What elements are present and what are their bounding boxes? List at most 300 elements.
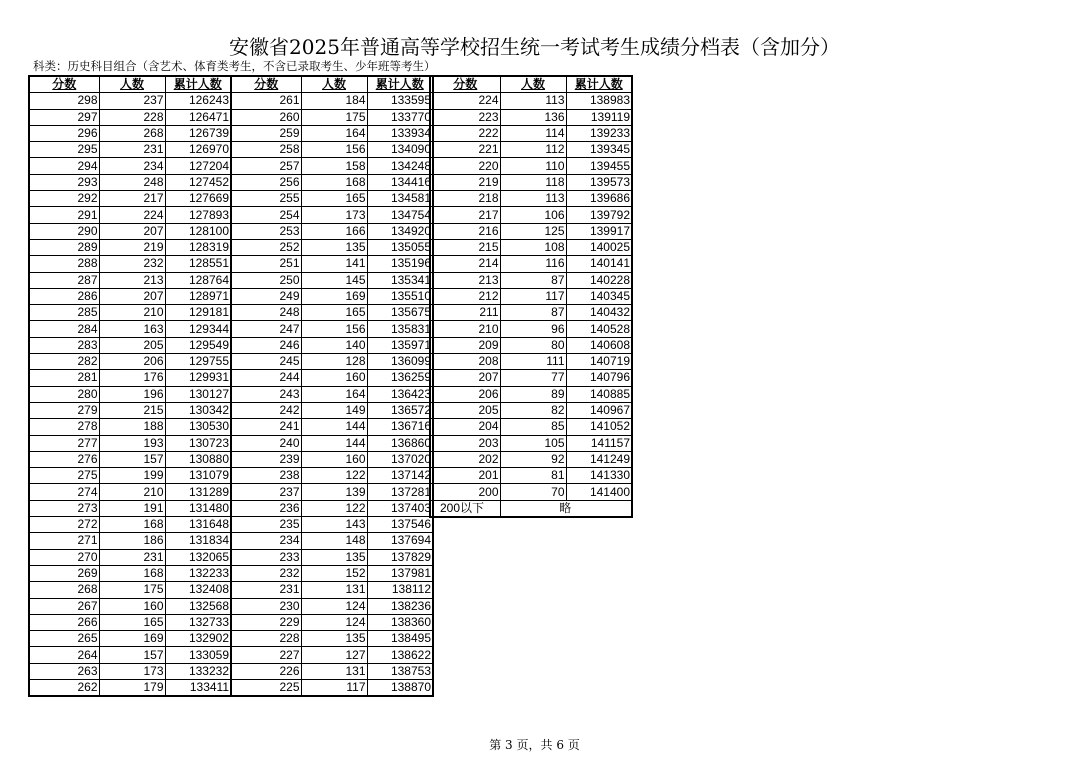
score-cell: 264 xyxy=(29,647,99,663)
score-cell: 275 xyxy=(29,468,99,484)
cumulative-cell: 139792 xyxy=(566,207,632,223)
table-row xyxy=(29,549,231,565)
score-cell: 209 xyxy=(430,337,500,353)
table-row xyxy=(29,321,231,337)
cumulative-cell: 139573 xyxy=(566,174,632,190)
count-cell: 248 xyxy=(99,174,165,190)
score-cell: 240 xyxy=(231,435,301,451)
table-row xyxy=(231,614,433,630)
score-cell: 222 xyxy=(430,125,500,141)
count-cell: 117 xyxy=(301,679,367,696)
table-row xyxy=(29,305,231,321)
cumulative-cell: 127452 xyxy=(165,174,231,190)
count-cell: 92 xyxy=(500,451,566,467)
score-cell: 230 xyxy=(231,598,301,614)
table-row xyxy=(430,468,632,484)
cumulative-cell: 133934 xyxy=(367,125,433,141)
count-cell: 268 xyxy=(99,125,165,141)
header-cumulative: 累计人数 xyxy=(566,76,632,93)
table-row xyxy=(231,337,433,353)
cumulative-cell: 135675 xyxy=(367,305,433,321)
count-cell: 169 xyxy=(99,631,165,647)
score-cell: 267 xyxy=(29,598,99,614)
cumulative-cell: 140432 xyxy=(566,305,632,321)
cumulative-cell: 129549 xyxy=(165,337,231,353)
count-cell: 207 xyxy=(99,223,165,239)
cumulative-cell: 135510 xyxy=(367,288,433,304)
score-cell: 235 xyxy=(231,517,301,533)
cumulative-cell: 140141 xyxy=(566,256,632,272)
cumulative-cell: 137142 xyxy=(367,468,433,484)
score-cell: 271 xyxy=(29,533,99,549)
score-cell: 252 xyxy=(231,239,301,255)
score-cell: 261 xyxy=(231,93,301,109)
header-count: 人数 xyxy=(301,76,367,93)
cumulative-cell: 129344 xyxy=(165,321,231,337)
count-cell: 110 xyxy=(500,158,566,174)
score-cell: 260 xyxy=(231,109,301,125)
score-cell: 231 xyxy=(231,582,301,598)
count-cell: 156 xyxy=(301,142,367,158)
cumulative-cell: 139917 xyxy=(566,223,632,239)
cumulative-cell: 137546 xyxy=(367,517,433,533)
count-cell: 199 xyxy=(99,468,165,484)
score-cell: 227 xyxy=(231,647,301,663)
table-row xyxy=(231,174,433,190)
table-row xyxy=(231,647,433,663)
table-row xyxy=(29,663,231,679)
table-row xyxy=(430,207,632,223)
table-row xyxy=(29,679,231,696)
score-cell: 204 xyxy=(430,419,500,435)
cumulative-cell: 137829 xyxy=(367,549,433,565)
table-row xyxy=(231,435,433,451)
table-row xyxy=(231,402,433,418)
table-row xyxy=(29,223,231,239)
table-row xyxy=(430,125,632,141)
score-cell: 249 xyxy=(231,288,301,304)
table-row xyxy=(231,582,433,598)
omitted-note-cell: 略 xyxy=(500,500,632,517)
cumulative-cell: 128319 xyxy=(165,239,231,255)
cumulative-cell: 130342 xyxy=(165,402,231,418)
count-cell: 175 xyxy=(99,582,165,598)
cumulative-cell: 126970 xyxy=(165,142,231,158)
score-cell: 241 xyxy=(231,419,301,435)
cumulative-cell: 140608 xyxy=(566,337,632,353)
score-cell: 285 xyxy=(29,305,99,321)
cumulative-cell: 136099 xyxy=(367,354,433,370)
count-cell: 163 xyxy=(99,321,165,337)
score-cell: 258 xyxy=(231,142,301,158)
cumulative-cell: 130127 xyxy=(165,386,231,402)
score-cell: 236 xyxy=(231,500,301,516)
score-cell: 220 xyxy=(430,158,500,174)
cumulative-cell: 138112 xyxy=(367,582,433,598)
score-cell: 202 xyxy=(430,451,500,467)
table-row xyxy=(231,533,433,549)
table-row xyxy=(231,679,433,696)
count-cell: 113 xyxy=(500,93,566,109)
cumulative-cell: 141400 xyxy=(566,484,632,500)
score-cell: 296 xyxy=(29,125,99,141)
table-row xyxy=(231,305,433,321)
cumulative-cell: 140528 xyxy=(566,321,632,337)
cumulative-cell: 130880 xyxy=(165,451,231,467)
table-row xyxy=(29,191,231,207)
table-row xyxy=(29,500,231,516)
cumulative-cell: 131480 xyxy=(165,500,231,516)
table-row xyxy=(430,321,632,337)
header-count: 人数 xyxy=(500,76,566,93)
score-cell: 212 xyxy=(430,288,500,304)
table-row xyxy=(231,370,433,386)
table-row xyxy=(29,517,231,533)
table-row xyxy=(29,158,231,174)
score-cell: 262 xyxy=(29,679,99,696)
score-cell: 295 xyxy=(29,142,99,158)
table-row xyxy=(29,174,231,190)
cumulative-cell: 135196 xyxy=(367,256,433,272)
cumulative-cell: 141157 xyxy=(566,435,632,451)
score-cell: 280 xyxy=(29,386,99,402)
count-cell: 80 xyxy=(500,337,566,353)
cumulative-cell: 138870 xyxy=(367,679,433,696)
header-score: 分数 xyxy=(231,76,301,93)
cumulative-cell: 133059 xyxy=(165,647,231,663)
count-cell: 210 xyxy=(99,305,165,321)
table-row xyxy=(231,239,433,255)
table-row xyxy=(430,386,632,402)
table-row xyxy=(231,158,433,174)
cumulative-cell: 136860 xyxy=(367,435,433,451)
cumulative-cell: 138495 xyxy=(367,631,433,647)
score-cell: 277 xyxy=(29,435,99,451)
count-cell: 231 xyxy=(99,549,165,565)
score-cell: 257 xyxy=(231,158,301,174)
score-cell: 248 xyxy=(231,305,301,321)
score-cell: 278 xyxy=(29,419,99,435)
table-row xyxy=(29,142,231,158)
count-cell: 215 xyxy=(99,402,165,418)
score-cell: 263 xyxy=(29,663,99,679)
score-cell: 293 xyxy=(29,174,99,190)
table-row xyxy=(231,419,433,435)
score-cell: 268 xyxy=(29,582,99,598)
table-row xyxy=(29,533,231,549)
header-cumulative: 累计人数 xyxy=(367,76,433,93)
score-cell: 272 xyxy=(29,517,99,533)
count-cell: 106 xyxy=(500,207,566,223)
table-row xyxy=(231,484,433,500)
count-cell: 96 xyxy=(500,321,566,337)
table-row xyxy=(430,93,632,109)
score-cell: 250 xyxy=(231,272,301,288)
table-row xyxy=(430,419,632,435)
cumulative-cell: 136716 xyxy=(367,419,433,435)
table-row xyxy=(231,109,433,125)
table-row xyxy=(430,337,632,353)
table-row xyxy=(29,647,231,663)
cumulative-cell: 139686 xyxy=(566,191,632,207)
score-cell: 259 xyxy=(231,125,301,141)
cumulative-cell: 137981 xyxy=(367,565,433,581)
cumulative-cell: 135831 xyxy=(367,321,433,337)
table-row xyxy=(231,256,433,272)
table-row xyxy=(430,256,632,272)
score-cell: 266 xyxy=(29,614,99,630)
table-row xyxy=(231,549,433,565)
score-cell: 243 xyxy=(231,386,301,402)
cumulative-cell: 133411 xyxy=(165,679,231,696)
table-row xyxy=(430,223,632,239)
cumulative-cell: 138360 xyxy=(367,614,433,630)
cumulative-cell: 128971 xyxy=(165,288,231,304)
score-cell: 217 xyxy=(430,207,500,223)
table-row xyxy=(29,125,231,141)
score-cell: 229 xyxy=(231,614,301,630)
cumulative-cell: 140345 xyxy=(566,288,632,304)
score-cell: 286 xyxy=(29,288,99,304)
score-cell: 201 xyxy=(430,468,500,484)
score-cell: 206 xyxy=(430,386,500,402)
score-cell: 200 xyxy=(430,484,500,500)
table-row xyxy=(231,500,433,516)
count-cell: 168 xyxy=(99,565,165,581)
count-cell: 176 xyxy=(99,370,165,386)
count-cell: 112 xyxy=(500,142,566,158)
table-row xyxy=(29,109,231,125)
score-cell: 282 xyxy=(29,354,99,370)
table-row xyxy=(29,386,231,402)
cumulative-cell: 136259 xyxy=(367,370,433,386)
table-row xyxy=(430,305,632,321)
table-row xyxy=(29,354,231,370)
cumulative-cell: 140796 xyxy=(566,370,632,386)
table-row xyxy=(430,239,632,255)
cumulative-cell: 139345 xyxy=(566,142,632,158)
score-cell: 208 xyxy=(430,354,500,370)
table-row xyxy=(430,272,632,288)
cumulative-cell: 141052 xyxy=(566,419,632,435)
table-row xyxy=(29,435,231,451)
header-count: 人数 xyxy=(99,76,165,93)
score-cell: 254 xyxy=(231,207,301,223)
count-cell: 70 xyxy=(500,484,566,500)
count-cell: 152 xyxy=(301,565,367,581)
count-cell: 144 xyxy=(301,419,367,435)
table-row xyxy=(29,239,231,255)
header-score: 分数 xyxy=(29,76,99,93)
cumulative-cell: 131834 xyxy=(165,533,231,549)
count-cell: 124 xyxy=(301,614,367,630)
cumulative-cell: 139119 xyxy=(566,109,632,125)
score-cell: 205 xyxy=(430,402,500,418)
table-row xyxy=(29,207,231,223)
score-cell: 244 xyxy=(231,370,301,386)
count-cell: 135 xyxy=(301,239,367,255)
score-cell: 292 xyxy=(29,191,99,207)
table-row xyxy=(29,484,231,500)
score-cell: 211 xyxy=(430,305,500,321)
count-cell: 108 xyxy=(500,239,566,255)
cumulative-cell: 126471 xyxy=(165,109,231,125)
below-score-cell: 200以下 xyxy=(430,500,500,517)
count-cell: 144 xyxy=(301,435,367,451)
table-row xyxy=(430,484,632,500)
table-row xyxy=(29,468,231,484)
cumulative-cell: 134754 xyxy=(367,207,433,223)
table-row-below-200 xyxy=(430,500,632,517)
table-row xyxy=(430,109,632,125)
count-cell: 237 xyxy=(99,93,165,109)
table-row xyxy=(430,288,632,304)
count-cell: 165 xyxy=(301,305,367,321)
category-subtitle: 科类：历史科目组合（含艺术、体育类考生，不含已录取考生、少年班等考生） xyxy=(33,59,436,73)
score-cell: 242 xyxy=(231,402,301,418)
count-cell: 179 xyxy=(99,679,165,696)
table-row xyxy=(231,142,433,158)
table-header-row xyxy=(430,76,632,93)
table-row xyxy=(231,321,433,337)
count-cell: 173 xyxy=(301,207,367,223)
cumulative-cell: 137694 xyxy=(367,533,433,549)
count-cell: 117 xyxy=(500,288,566,304)
cumulative-cell: 131079 xyxy=(165,468,231,484)
count-cell: 116 xyxy=(500,256,566,272)
table-row xyxy=(231,191,433,207)
cumulative-cell: 140885 xyxy=(566,386,632,402)
table-row xyxy=(231,631,433,647)
score-cell: 216 xyxy=(430,223,500,239)
count-cell: 122 xyxy=(301,468,367,484)
count-cell: 193 xyxy=(99,435,165,451)
cumulative-cell: 132233 xyxy=(165,565,231,581)
cumulative-cell: 138236 xyxy=(367,598,433,614)
score-cell: 239 xyxy=(231,451,301,467)
table-row xyxy=(231,468,433,484)
count-cell: 157 xyxy=(99,647,165,663)
cumulative-cell: 130530 xyxy=(165,419,231,435)
score-cell: 291 xyxy=(29,207,99,223)
count-cell: 105 xyxy=(500,435,566,451)
count-cell: 77 xyxy=(500,370,566,386)
cumulative-cell: 128764 xyxy=(165,272,231,288)
score-cell: 238 xyxy=(231,468,301,484)
table-row xyxy=(29,451,231,467)
score-cell: 237 xyxy=(231,484,301,500)
score-cell: 234 xyxy=(231,533,301,549)
table-row xyxy=(231,288,433,304)
table-row xyxy=(430,174,632,190)
cumulative-cell: 139455 xyxy=(566,158,632,174)
table-row xyxy=(29,370,231,386)
page-title: 安徽省2025年普通高等学校招生统一考试考生成绩分档表（含加分） xyxy=(229,35,840,59)
count-cell: 175 xyxy=(301,109,367,125)
cumulative-cell: 126243 xyxy=(165,93,231,109)
count-cell: 219 xyxy=(99,239,165,255)
count-cell: 160 xyxy=(301,451,367,467)
count-cell: 168 xyxy=(301,174,367,190)
count-cell: 111 xyxy=(500,354,566,370)
table-row xyxy=(29,337,231,353)
table-row xyxy=(430,158,632,174)
score-cell: 253 xyxy=(231,223,301,239)
count-cell: 140 xyxy=(301,337,367,353)
score-cell: 223 xyxy=(430,109,500,125)
cumulative-cell: 129755 xyxy=(165,354,231,370)
score-cell: 213 xyxy=(430,272,500,288)
cumulative-cell: 132408 xyxy=(165,582,231,598)
score-cell: 246 xyxy=(231,337,301,353)
count-cell: 234 xyxy=(99,158,165,174)
score-cell: 224 xyxy=(430,93,500,109)
count-cell: 164 xyxy=(301,125,367,141)
header-score: 分数 xyxy=(430,76,500,93)
count-cell: 128 xyxy=(301,354,367,370)
cumulative-cell: 127669 xyxy=(165,191,231,207)
table-row xyxy=(29,631,231,647)
table-row xyxy=(231,125,433,141)
count-cell: 87 xyxy=(500,272,566,288)
cumulative-cell: 140967 xyxy=(566,402,632,418)
score-cell: 219 xyxy=(430,174,500,190)
cumulative-cell: 137020 xyxy=(367,451,433,467)
header-cumulative: 累计人数 xyxy=(165,76,231,93)
cumulative-cell: 140025 xyxy=(566,239,632,255)
count-cell: 210 xyxy=(99,484,165,500)
table-row xyxy=(430,354,632,370)
cumulative-cell: 138983 xyxy=(566,93,632,109)
count-cell: 231 xyxy=(99,142,165,158)
count-cell: 87 xyxy=(500,305,566,321)
count-cell: 141 xyxy=(301,256,367,272)
table-row xyxy=(29,256,231,272)
score-cell: 251 xyxy=(231,256,301,272)
table-row xyxy=(231,565,433,581)
table-row xyxy=(29,582,231,598)
count-cell: 125 xyxy=(500,223,566,239)
score-cell: 255 xyxy=(231,191,301,207)
table-row xyxy=(231,663,433,679)
table-row xyxy=(29,402,231,418)
count-cell: 127 xyxy=(301,647,367,663)
count-cell: 149 xyxy=(301,402,367,418)
cumulative-cell: 132902 xyxy=(165,631,231,647)
cumulative-cell: 139233 xyxy=(566,125,632,141)
cumulative-cell: 131289 xyxy=(165,484,231,500)
cumulative-cell: 137403 xyxy=(367,500,433,516)
table-row xyxy=(430,370,632,386)
score-cell: 265 xyxy=(29,631,99,647)
table-row xyxy=(430,402,632,418)
score-table-2 xyxy=(230,75,434,697)
count-cell: 165 xyxy=(301,191,367,207)
cumulative-cell: 134920 xyxy=(367,223,433,239)
table-header-row xyxy=(231,76,433,93)
cumulative-cell: 127893 xyxy=(165,207,231,223)
count-cell: 131 xyxy=(301,663,367,679)
count-cell: 160 xyxy=(301,370,367,386)
score-cell: 281 xyxy=(29,370,99,386)
score-table-3 xyxy=(429,75,633,518)
count-cell: 166 xyxy=(301,223,367,239)
cumulative-cell: 140228 xyxy=(566,272,632,288)
cumulative-cell: 135341 xyxy=(367,272,433,288)
count-cell: 205 xyxy=(99,337,165,353)
count-cell: 213 xyxy=(99,272,165,288)
table-row xyxy=(430,435,632,451)
